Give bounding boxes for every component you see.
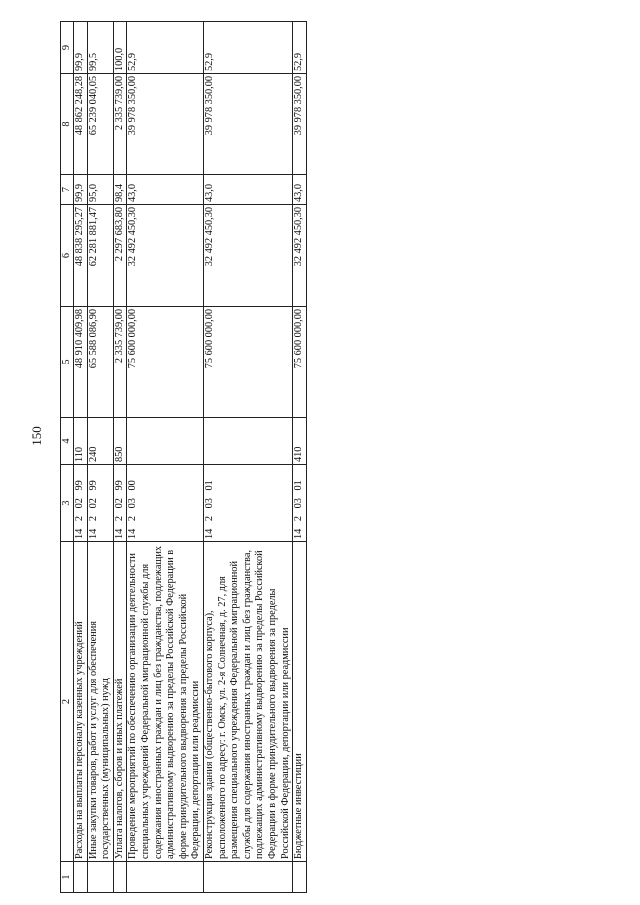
cell-col-1 [87, 862, 113, 893]
cell-col-2: Уплата налогов, сборов и иных платежей [113, 542, 127, 862]
cell-col-6: 48 838 295,27 [74, 205, 88, 307]
table-row [127, 22, 204, 893]
cell-col-2: Расходы на выплаты персоналу казенных учреждений [74, 542, 88, 862]
table-row [203, 22, 292, 893]
cell-col-5: 75 600 000,00 [127, 307, 204, 418]
cell-col-5: 65 588 086,90 [87, 307, 113, 418]
cell-col-8: 39 978 350,00 [203, 74, 292, 175]
cell-col-2: Бюджетные инвестиции [293, 542, 307, 862]
cell-col-7: 98,4 [113, 175, 127, 205]
cell-col-6: 32 492 450,30 [203, 205, 292, 307]
cell-col-9: 99,9 [74, 22, 88, 74]
cell-col-4: 240 [87, 418, 113, 465]
table-row [293, 22, 307, 893]
cell-col-6: 2 297 683,80 [113, 205, 127, 307]
cell-col-4: 850 [113, 418, 127, 465]
cell-col-1 [203, 862, 292, 893]
cell-col-1 [293, 862, 307, 893]
cell-col-5: 75 600 000,00 [203, 307, 292, 418]
header-cell: 8 [61, 74, 74, 175]
cell-col-5: 48 910 409,98 [74, 307, 88, 418]
header-cell: 6 [61, 205, 74, 307]
page-number: 150 [28, 426, 44, 446]
table-row [113, 22, 127, 893]
table-row [74, 22, 88, 893]
cell-col-9: 99,5 [87, 22, 113, 74]
cell-col-7: 95,0 [87, 175, 113, 205]
budget-table [60, 21, 307, 893]
cell-col-8: 39 978 350,00 [127, 74, 204, 175]
cell-col-8: 48 862 248,28 [74, 74, 88, 175]
cell-col-3: 14 2 02 99 [74, 465, 88, 542]
cell-col-5: 2 335 739,00 [113, 307, 127, 418]
header-cell: 5 [61, 307, 74, 418]
cell-col-4: 410 [293, 418, 307, 465]
header-cell: 4 [61, 418, 74, 465]
cell-col-9: 52,9 [127, 22, 204, 74]
cell-col-7: 43,0 [203, 175, 292, 205]
header-cell: 3 [61, 465, 74, 542]
cell-col-7: 43,0 [293, 175, 307, 205]
cell-col-8: 2 335 739,00 [113, 74, 127, 175]
cell-col-6: 32 492 450,30 [127, 205, 204, 307]
cell-col-3: 14 2 02 99 [87, 465, 113, 542]
cell-col-6: 62 281 881,47 [87, 205, 113, 307]
header-cell: 2 [61, 542, 74, 862]
header-cell: 1 [61, 862, 74, 893]
cell-col-1 [74, 862, 88, 893]
cell-col-8: 39 978 350,00 [293, 74, 307, 175]
cell-col-2: Проведение мероприятий по обеспечению организации деятельности специальных учреждений Федеральной миграционной службы для содержания иностранных граждан и лиц без гражданства, подлежащих административному выдворению за пределы Российской Федерации в форме принудительного выдворения за пределы Российской Федерации, депортации или реадмиссии [127, 542, 204, 862]
cell-col-6: 32 492 450,30 [293, 205, 307, 307]
header-cell: 7 [61, 175, 74, 205]
cell-col-5: 75 600 000,00 [293, 307, 307, 418]
cell-col-4 [203, 418, 292, 465]
rotated-table-container [60, 22, 585, 893]
cell-col-3: 14 2 03 01 [203, 465, 292, 542]
cell-col-4: 110 [74, 418, 88, 465]
table-row [87, 22, 113, 893]
cell-col-8: 65 239 040,05 [87, 74, 113, 175]
cell-col-2: Реконструкция здания (общественно-бытового корпуса), расположенного по адресу: г. Омск, ул. 2-я Солнечная, д. 27, для размещения специального учреждения Федеральной миграционной службы для содержания иностранных граждан и лиц без гражданства, подлежащих административному выдворению за пределы Российской Федерации в форме принудительного выдворения за пределы Российской Федерации, депортации или реадмиссии [203, 542, 292, 862]
cell-col-7: 43,0 [127, 175, 204, 205]
cell-col-3: 14 2 02 99 [113, 465, 127, 542]
cell-col-9: 100,0 [113, 22, 127, 74]
cell-col-3: 14 2 03 00 [127, 465, 204, 542]
cell-col-7: 99,9 [74, 175, 88, 205]
cell-col-9: 52,9 [293, 22, 307, 74]
cell-col-4 [127, 418, 204, 465]
cell-col-9: 52,9 [203, 22, 292, 74]
header-cell: 9 [61, 22, 74, 74]
cell-col-2: Иные закупки товаров, работ и услуг для обеспечения государственных (муниципальных) нужд [87, 542, 113, 862]
header-row [61, 22, 74, 893]
cell-col-1 [113, 862, 127, 893]
cell-col-1 [127, 862, 204, 893]
cell-col-3: 14 2 03 01 [293, 465, 307, 542]
